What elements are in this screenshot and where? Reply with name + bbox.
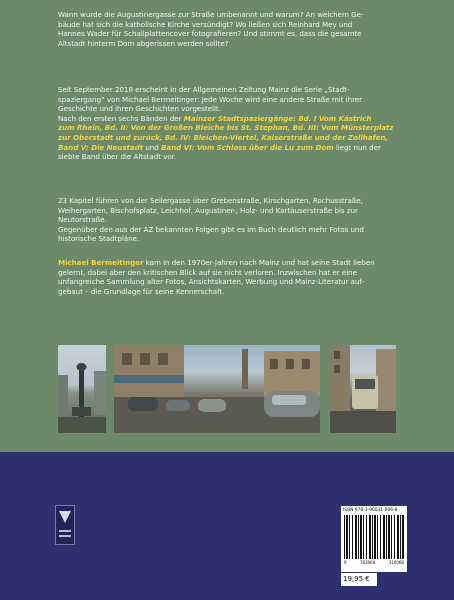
volume-title: Band V: Die Neustadt bbox=[58, 142, 144, 152]
logo-bar bbox=[59, 530, 71, 532]
text-line bbox=[58, 143, 398, 153]
text-line: Seit September 2018 erscheint in der Allgemeinen Zeitung Mainz die Serie „Stadt- bbox=[58, 85, 350, 94]
price-label: 19,95 € bbox=[343, 575, 370, 583]
logo-triangle-icon bbox=[59, 511, 71, 523]
text-line: Gegenüber den aus der AZ bekannten Folgen gibt es im Buch deutlich mehr Fotos und bbox=[58, 224, 364, 234]
barcode-digit-group: 310068 bbox=[388, 560, 404, 565]
text-line: Hannes Wader für Schallplattencover fotografieren? Und stimmt es, dass die gesamte bbox=[58, 29, 362, 39]
barcode-digit-group: 9 bbox=[344, 560, 347, 565]
volume-title: zum Rhein, Bd. II: Von der Großen Bleiche bis St. Stephan, Bd. III: Vom Münsterplatz bbox=[58, 123, 394, 133]
text-fragment: kam in den 1970er-Jahren nach Mainz und hat seine Stadt lieben bbox=[143, 258, 375, 267]
series-paragraph bbox=[58, 85, 398, 162]
author-paragraph bbox=[58, 258, 398, 296]
logo-bar bbox=[59, 535, 71, 537]
volume-title: Band VI: Vom Schloss über die Lu zum Dom bbox=[160, 142, 334, 152]
text-line: gelernt, dabei aber den kritischen Blick auf sie nicht verloren. Inzwischen hat er eine bbox=[58, 267, 357, 277]
volume-title: Mainzer Stadtspaziergänge: Bd. I Vom Kästrich bbox=[183, 113, 372, 123]
text-line: gebaut – die Grundlage für seine Kennerschaft. bbox=[58, 286, 225, 296]
text-line: spaziergang“ von Michael Bermeitinger: Jede Woche wird eine andere Straße mit ihrer bbox=[58, 94, 363, 104]
barcode bbox=[341, 506, 407, 572]
text-fragment: Nach den ersten sechs Bänden der bbox=[58, 113, 184, 123]
barcode-digits bbox=[344, 560, 404, 565]
barcode-bars bbox=[344, 515, 404, 559]
text-line bbox=[58, 114, 398, 124]
price-tag bbox=[341, 573, 377, 586]
photo-street-cars bbox=[114, 345, 320, 433]
publisher-logo bbox=[55, 505, 75, 545]
text-line: unfangreiche Sammlung alter Fotos, Ansichtskarten, Werbung und Mainz-Literatur auf- bbox=[58, 277, 365, 287]
text-line: historische Stadtpläne. bbox=[58, 234, 140, 244]
text-line: Altstadt hinterm Dom abgerissen werden sollte? bbox=[58, 38, 229, 48]
text-line: Wann wurde die Augustinergasse zur Straße umbenannt und warum? An welchem Ge- bbox=[58, 10, 364, 19]
text-line: Neutorstraße. bbox=[58, 215, 107, 225]
text-fragment: liegt nun der bbox=[333, 142, 381, 152]
text-line: Geschichte und ihren Geschichten vorgestellt. bbox=[58, 104, 221, 114]
author-name: Michael Bermeitinger bbox=[58, 258, 144, 267]
text-line bbox=[58, 258, 398, 268]
isbn-label: ISBN 978-3-96031-006-8 bbox=[343, 508, 398, 513]
text-fragment: und bbox=[143, 142, 161, 152]
chapters-paragraph bbox=[58, 196, 398, 244]
text-line: Weihergarten, Bischofsplatz, Leichhof, Augustiner-, Holz- und Kartäuserstraße bis zur bbox=[58, 205, 358, 215]
photo-fountain bbox=[58, 345, 106, 433]
barcode-digit-group: 783960 bbox=[359, 560, 376, 565]
intro-paragraph bbox=[58, 10, 398, 48]
text-line: 23 Kapitel führen von der Seilergasse über Grebenstraße, Kirschgarten, Rochusstraße, bbox=[58, 196, 363, 205]
volume-title: zur Oberstadt und zurück, Bd. IV: Bleichen-Viertel, Kaiserstraße und der Zollhafen, bbox=[58, 132, 389, 142]
text-line: siebte Band über die Altstadt vor. bbox=[58, 152, 177, 162]
text-line: bäude hat sich die katholische Kirche versündigt? Wo ließen sich Reinhard Mey und bbox=[58, 19, 353, 29]
photo-tram bbox=[330, 345, 396, 433]
